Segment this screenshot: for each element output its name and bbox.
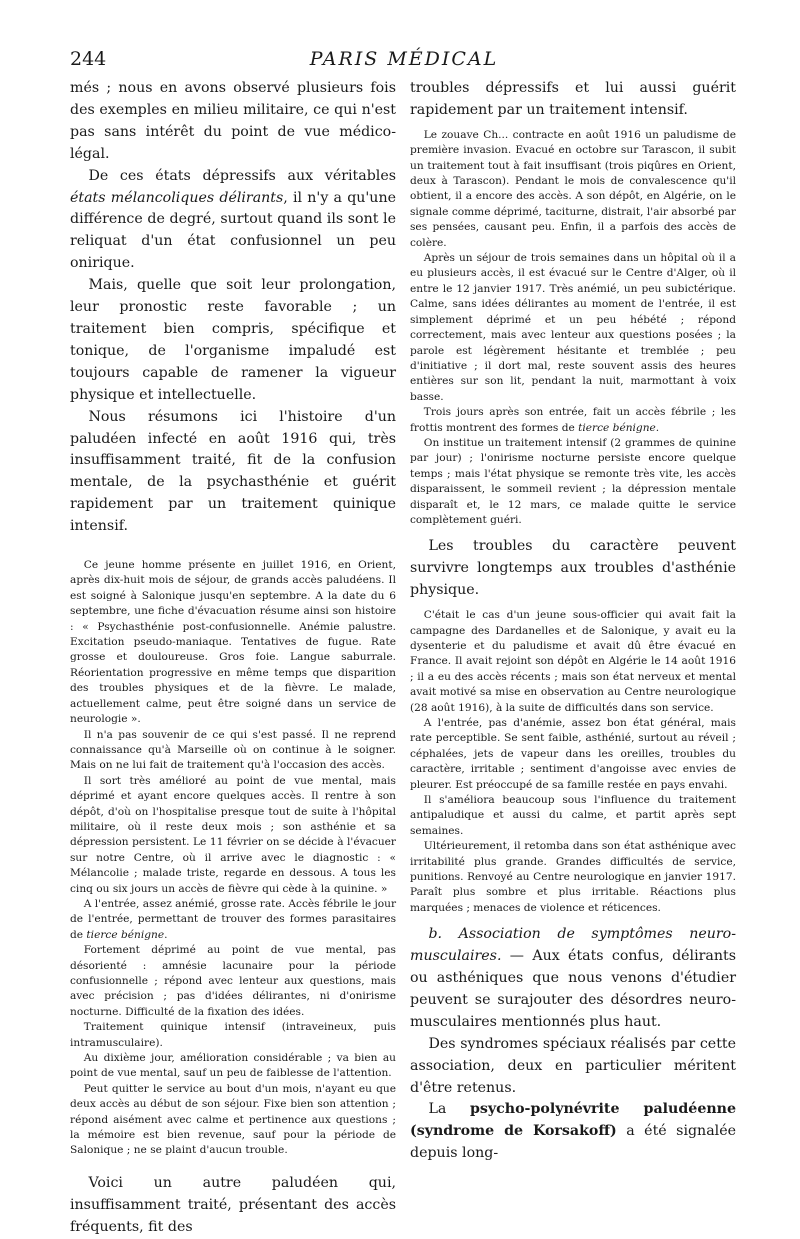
case-paragraph: Peut quitter le service au bout d'un mois, n'ayant eu que deux accès au début de son séjour. Fixe bien son attention ; répond aisément avec calme et pertinence aux questions ; la mémoire est bien revenue, sauf pour la période de Salonique ; ne se plaint d'aucun trouble. <box>70 1082 396 1157</box>
case-paragraph <box>410 405 736 436</box>
case-paragraph: A l'entrée, pas d'anémie, assez bon état général, mais rate perceptible. Se sent faible, asthénié, surtout au réveil ; céphalées, jets de vapeur dans les oreilles, troubles du caractère, irritable ; sentiment d'angoisse avec envies de pleurer. Est préoccupé de sa famille restée en pays envahi. <box>410 716 736 791</box>
text-run: — Aux états confus, délirants ou asthéniques que nous venons d'étudier peuvent se surajouter des désordres neuro-musculaires mentionnés plus haut. <box>410 948 736 1030</box>
paragraph: Les troubles du caractère peuvent survivre longtemps aux troubles d'asthénie physique. <box>410 538 736 599</box>
right-column <box>410 78 737 1162</box>
case-paragraph: Ce jeune homme présente en juillet 1916, en Orient, après dix-huit mois de séjour, de grands accès paludéens. Il est soigné à Salonique jusqu'en septembre. A la date du 6 septembre, une fiche d'évacuation résume ainsi son histoire : « Psychasthénie post-confusionnelle. Anémie palustre. Excitation pseudo-maniaque. Tentatives de fugue. Rate grosse et douloureuse. Gros foie. Langue saburrale. Réorientation progressive en même temps que disparition des troubles physiques et de la fièvre. Le malade, actuellement calme, peut être soigné dans un service de neurologie ». <box>70 559 396 726</box>
case-paragraph: Après un séjour de trois semaines dans un hôpital où il a eu plusieurs accès, il est évacué sur le Centre d'Alger, où il entre le 12 janvier 1917. Très anémié, un peu subictérique. Calme, sans idées délirantes au moment de l'entrée, il est simplement déprimé et un peu hébété ; répond correctement, mais avec lenteur aux questions posées ; la parole est légèrement hésitante et tremblée ; peu d'initiative ; il dort mal, reste souvent assis des heures entières sur son lit, pendant la nuit, marmottant à voix basse. <box>410 252 736 403</box>
italic-term: états mélancoliques délirants <box>70 189 284 206</box>
case-paragraph: Traitement quinique intensif (intraveineux, puis intramusculaire). <box>70 1021 396 1049</box>
section-heading: b. Association de symptômes neuro-musculaires. <box>410 926 736 965</box>
italic-term: tierce bénigne <box>86 928 165 941</box>
case-paragraph: Il sort très amélioré au point de vue mental, mais déprimé et ayant encore quelques accès. Il rentre à son dépôt, d'où on l'hospitalise presque tout de suite à l'hôpital militaire, où il reste deux mois ; son asthénie et sa dépression persistent. Le 11 février on se décide à l'évacuer sur notre Centre, où il arrive avec le diagnostic : « Mélancolie ; malade triste, regarde en dessous. A tous les cinq ou six jours un accès de fièvre qui cède à la quinine. » <box>70 774 396 895</box>
case-paragraph: On institue un traitement intensif (2 grammes de quinine par jour) ; l'onirisme nocturne persiste encore quelque temps ; mais l'état physique se remonte très vite, les accès disparaissent, le sommeil revient ; la dépression mentale disparaît et, le 12 mars, ce malade quitte le service complètement guéri. <box>410 436 736 526</box>
italic-term: tierce bénigne <box>578 421 656 434</box>
text-run: La <box>428 1101 470 1118</box>
paragraph: Nous résumons ici l'histoire d'un paludéen infecté en août 1916 qui, très insuffisamment traité, fit de la confusion mentale, de la psychasthénie et guérit rapidement par un traitement quinique intensif. <box>70 408 396 535</box>
text-run: De ces états dépressifs aux véritables <box>88 167 396 184</box>
bold-term: psycho-polynévrite paludéenne (syndrome de Korsakoff) <box>410 1101 737 1140</box>
case-paragraph: Il s'améliora beaucoup sous l'influence du traitement antipaludique et aussi du calme, et partit après sept semaines. <box>410 793 736 837</box>
text-run: . <box>164 928 168 941</box>
left-column <box>70 78 397 1235</box>
text-run: Trois jours après son entrée, fait un accès fébrile ; les frottis montrent des formes de <box>410 406 736 434</box>
paragraph: Voici un autre paludéen qui, insuffisamment traité, présentant des accès fréquents, fit des <box>70 1174 396 1235</box>
case-paragraph: Au dixième jour, amélioration considérable ; va bien au point de vue mental, sauf un peu de faiblesse de l'attention. <box>70 1052 396 1080</box>
case-paragraph: Le zouave Ch... contracte en août 1916 un paludisme de première invasion. Evacué en octobre sur Tarascon, il subit un traitement tout à fait insuffisant (trois piqûres en Orient, deux à Tarascon). Pendant le mois de convalescence qu'il obtient, il a encore des accès. A son dépôt, en Algérie, on le signale comme déprimé, taciturne, distrait, l'air absorbé par ses pensées, causant peu. Enfin, il a parfois des accès de colère. <box>410 128 736 249</box>
paragraph: més ; nous en avons observé plusieurs fois des exemples en milieu militaire, ce qui n'est pas sans intérêt du point de vue médico-légal. <box>70 80 396 162</box>
page-header <box>70 46 738 74</box>
case-paragraph: Fortement déprimé au point de vue mental, pas désorienté : amnésie lacunaire pour la période confusionnelle ; répond avec lenteur aux questions, mais avec précision ; pas d'idées délirantes, ni d'onirisme nocturne. Difficulté de la fixation des idées. <box>70 944 396 1018</box>
paragraph: Mais, quelle que soit leur prolongation, leur pronostic reste favorable ; un traitement bien compris, spécifique et tonique, de l'organisme impaludé est toujours capable de ramener la vigueur physique et intellectuelle. <box>70 277 396 403</box>
section-paragraph <box>410 924 736 1034</box>
text-run: , il n'y a qu'une différence de degré, surtout quand ils sont le reliquat d'un état confusionnel un peu onirique. <box>70 189 396 272</box>
case-paragraph: Il n'a pas souvenir de ce qui s'est passé. Il ne reprend connaissance qu'à Marseille où on continue à le soigner. Mais on ne lui fait de traitement qu'à l'occasion des accès. <box>70 728 396 772</box>
text-run: A l'entrée, assez anémié, grosse rate. Accès fébrile le jour de l'entrée, permettant de trouver des formes parasitaires de <box>70 897 397 941</box>
paragraph: troubles dépressifs et lui aussi guérit rapidement par un traitement intensif. <box>410 80 736 118</box>
running-title: PARIS MÉDICAL <box>309 48 499 70</box>
text-run: a été signalée depuis long- <box>410 1123 736 1162</box>
paragraph <box>70 166 396 276</box>
page-number: 244 <box>70 48 107 70</box>
case-paragraph: Ultérieurement, il retomba dans son état asthénique avec irritabilité plus grande. Grandes difficultés de service, punitions. Renvoyé au Centre neurologique en janvier 1917. Paraît plus sombre et plus irritable. Réactions plus marquées ; menaces de violence et réticences. <box>410 840 736 914</box>
paragraph: Des syndromes spéciaux réalisés par cette association, deux en particulier méritent d'être retenus. <box>410 1035 736 1096</box>
case-paragraph: C'était le cas d'un jeune sous-officier qui avait fait la campagne des Dardanelles et de Salonique, y avait eu la dysenterie et du paludisme et avait dû être évacué en France. Il avait rejoint son dépôt en Algérie le 14 août 1916 ; il a eu des accès récents ; mais son état nerveux et mental avait motivé sa mise en observation au Centre neurologique (28 août 1916), à la suite de difficultés dans son service. <box>410 609 736 714</box>
text-run: . <box>655 421 660 434</box>
paragraph <box>410 1099 736 1165</box>
case-paragraph <box>70 897 396 943</box>
